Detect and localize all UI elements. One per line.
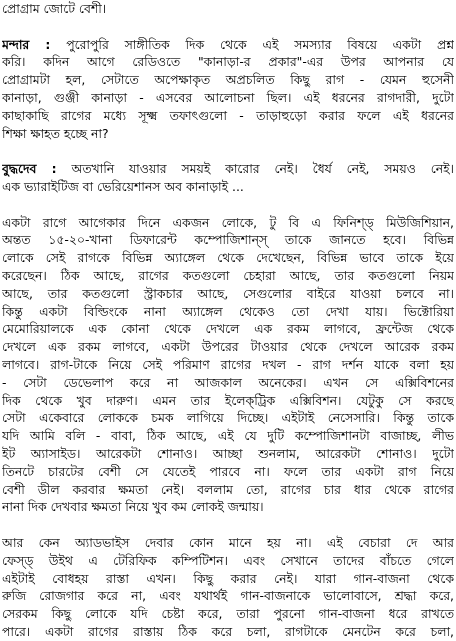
text-line bbox=[2, 160, 454, 178]
text-line: ফেস্‌ড্‌ উইথ এ টেরিফিক কম্পিটিশন। এবং সেখানে তাদের বাঁচতে গেলে bbox=[2, 552, 454, 568]
text-line: করি। কদিন আগে রেডিওতে "কানাড়া-র প্রকার"-এর উপর আপনার যে bbox=[2, 54, 454, 70]
text-line: শিক্ষা ক্ষাহত হচ্ছে না? bbox=[2, 125, 109, 141]
text-line: প্রোগ্রামটা হল, সেটাতে অপেক্ষাকৃত অপ্রচলিত কিছু রাগ - যেমন হুসেনী bbox=[2, 72, 454, 88]
text-segment: পুরোপুরি সাঙ্গীতিক দিক থেকে এই সমস্যার বিষয়ে একটা প্রশ্ন bbox=[66, 36, 454, 52]
paragraph-gap bbox=[2, 142, 454, 160]
paragraph-closing bbox=[2, 534, 454, 641]
text-line: আছে, তার কতগুলো স্ট্রাকচার আছে, সেগুলোর বাইরে যাওয়া চলবে না। bbox=[2, 285, 454, 301]
text-line: দেখলে এক রকম লাগবে, একটা উপরের টাওয়ার থেকে দেখলে আরেক রকম bbox=[2, 339, 454, 355]
text-line: এইটাই বোধহয় রাস্তা এখন। কিছু করার নেই। যারা গান-বাজনা থেকে bbox=[2, 570, 454, 586]
text-line: পারে। একটা রাগের রাস্তায় ঠিক করে চলা, রাগটাকে মেনটেন করে চলা, bbox=[2, 623, 454, 639]
text-line: লাগবে। রাগ-টাকে নিয়ে সেই পরিমাণ রাগের দখল - রাগ দর্শন যাকে বলা হয় bbox=[2, 356, 454, 372]
text-line: তিনটে চারটের বেশী সে যেতেই পারবে না। ফলে তার একটা রাগ নিয়ে bbox=[2, 463, 454, 479]
text-line: ইট অ্যাসাইড। আরেকটা শোনাও। আচ্ছা শুনলাম, আরেকটা শোনাও। দুটো bbox=[2, 445, 454, 461]
text-line: বেশী ডীল করবার ক্ষমতা নেই। বললাম তো, রাগের চার ধার থেকে রাগের bbox=[2, 481, 454, 497]
text-line: কিন্তু একটা বিল্ডিংকে নানা অ্যাঙ্গেল থেকেও তো দেখা যায়। ভিক্টোরিয়া bbox=[2, 303, 454, 319]
speaker-label: বুদ্ধদেব : bbox=[2, 161, 57, 177]
paragraph-question bbox=[2, 36, 454, 143]
text-line: কাছাকাছি রাগের মধ্যে সূক্ষ্ম তফাৎগুলো - তাড়াহুড়ো করার ফলে এই ধরনের bbox=[2, 107, 454, 123]
text-line: দিক থেকে খুব দারুণ। এমন তার ইলেক্‌ট্রিক এক্সিবিশন। যেটুকু সে করছে bbox=[2, 392, 454, 408]
text-line: সেরকম কিছু লোকে যদি চেষ্টা করে, তারা পুরনো গান-বাজনা ধরে রাখতে bbox=[2, 606, 454, 622]
text-line bbox=[2, 36, 454, 54]
text-line: মেমোরিয়ালকে এক কোনা থেকে দেখলে এক রকম লাগবে, ফ্রন্টেজ থেকে bbox=[2, 321, 454, 337]
text-line: যদি আমি বলি - বাবা, ঠিক আছে, এই যে দুটি কম্পোজিশানটা বাজাচ্ছ, লীভ bbox=[2, 428, 454, 444]
speaker-label: মন্দার : bbox=[2, 36, 51, 52]
text-line: একটা রাগে আগেকার দিনে একজন লোকে, টু বি এ ফিনিশ্‌ড্‌ মিউজিশিয়ান, bbox=[2, 214, 454, 230]
paragraph-answer bbox=[2, 160, 454, 196]
text-line: সেটা একেবারে লোককে চমক লাগিয়ে দিচ্ছে। এইটাই নেসেসারি। কিন্তু তাকে bbox=[2, 410, 454, 426]
text-line: আর কেন অ্যাডভাইস দেবার কোন মানে হয় না। এই বেচারা দে আর bbox=[2, 534, 454, 550]
paragraph-gap bbox=[2, 196, 454, 214]
text-line: অন্তত ১৫-২০-খানা ডিফারেন্ট কম্পোজিশান্স্ তাকে জানতে হবে। বিভিন্ন bbox=[2, 232, 454, 248]
text-segment: অতখানি যাওয়ার সময়ই কারোর নেই। ধৈর্য নেই, সময়ও নেই। bbox=[71, 161, 454, 177]
paragraph-gap bbox=[2, 516, 454, 534]
text-line: নানা দিক দেখবার ক্ষমতা নিয়ে খুব কম লোকই জন্মায়। bbox=[2, 499, 264, 515]
paragraph-gap bbox=[2, 18, 454, 36]
text-line: প্রোগ্রাম জোটে বেশী। bbox=[2, 1, 107, 16]
paragraph-body bbox=[2, 214, 454, 517]
text-line: লোকে সেই রাগকে বিভিন্ন অ্যাঙ্গেল থেকে দেখেছেন, বিভিন্ন ভাবে তাকে ইয়ে bbox=[2, 250, 454, 266]
text-line: এক ভ্যারাইটিজ বা ভেরিয়েশানস অব কানাড়াই ... bbox=[2, 178, 244, 194]
text-line: করেছেন। ঠিক আছে, রাগের কতগুলো চেহারা আছে, তার কতগুলো নিয়ম bbox=[2, 267, 454, 283]
text-line: কানাড়া, গুঞ্জী কানাড়া - এসবের আলোচনা ছিল। এই ধরনের রাগদারী, দুটো bbox=[2, 89, 454, 105]
text-line: রুজি রোজগার করে না, এবং যথার্থই গান-বাজনাকে ভালোবাসে, শ্রদ্ধা করে, bbox=[2, 588, 454, 604]
text-line: - সেটা ডেভেলাপ করে না আজকাল অনেকের। এখন সে এক্সিবিশনের bbox=[2, 374, 454, 390]
paragraph-intro bbox=[2, 0, 454, 18]
